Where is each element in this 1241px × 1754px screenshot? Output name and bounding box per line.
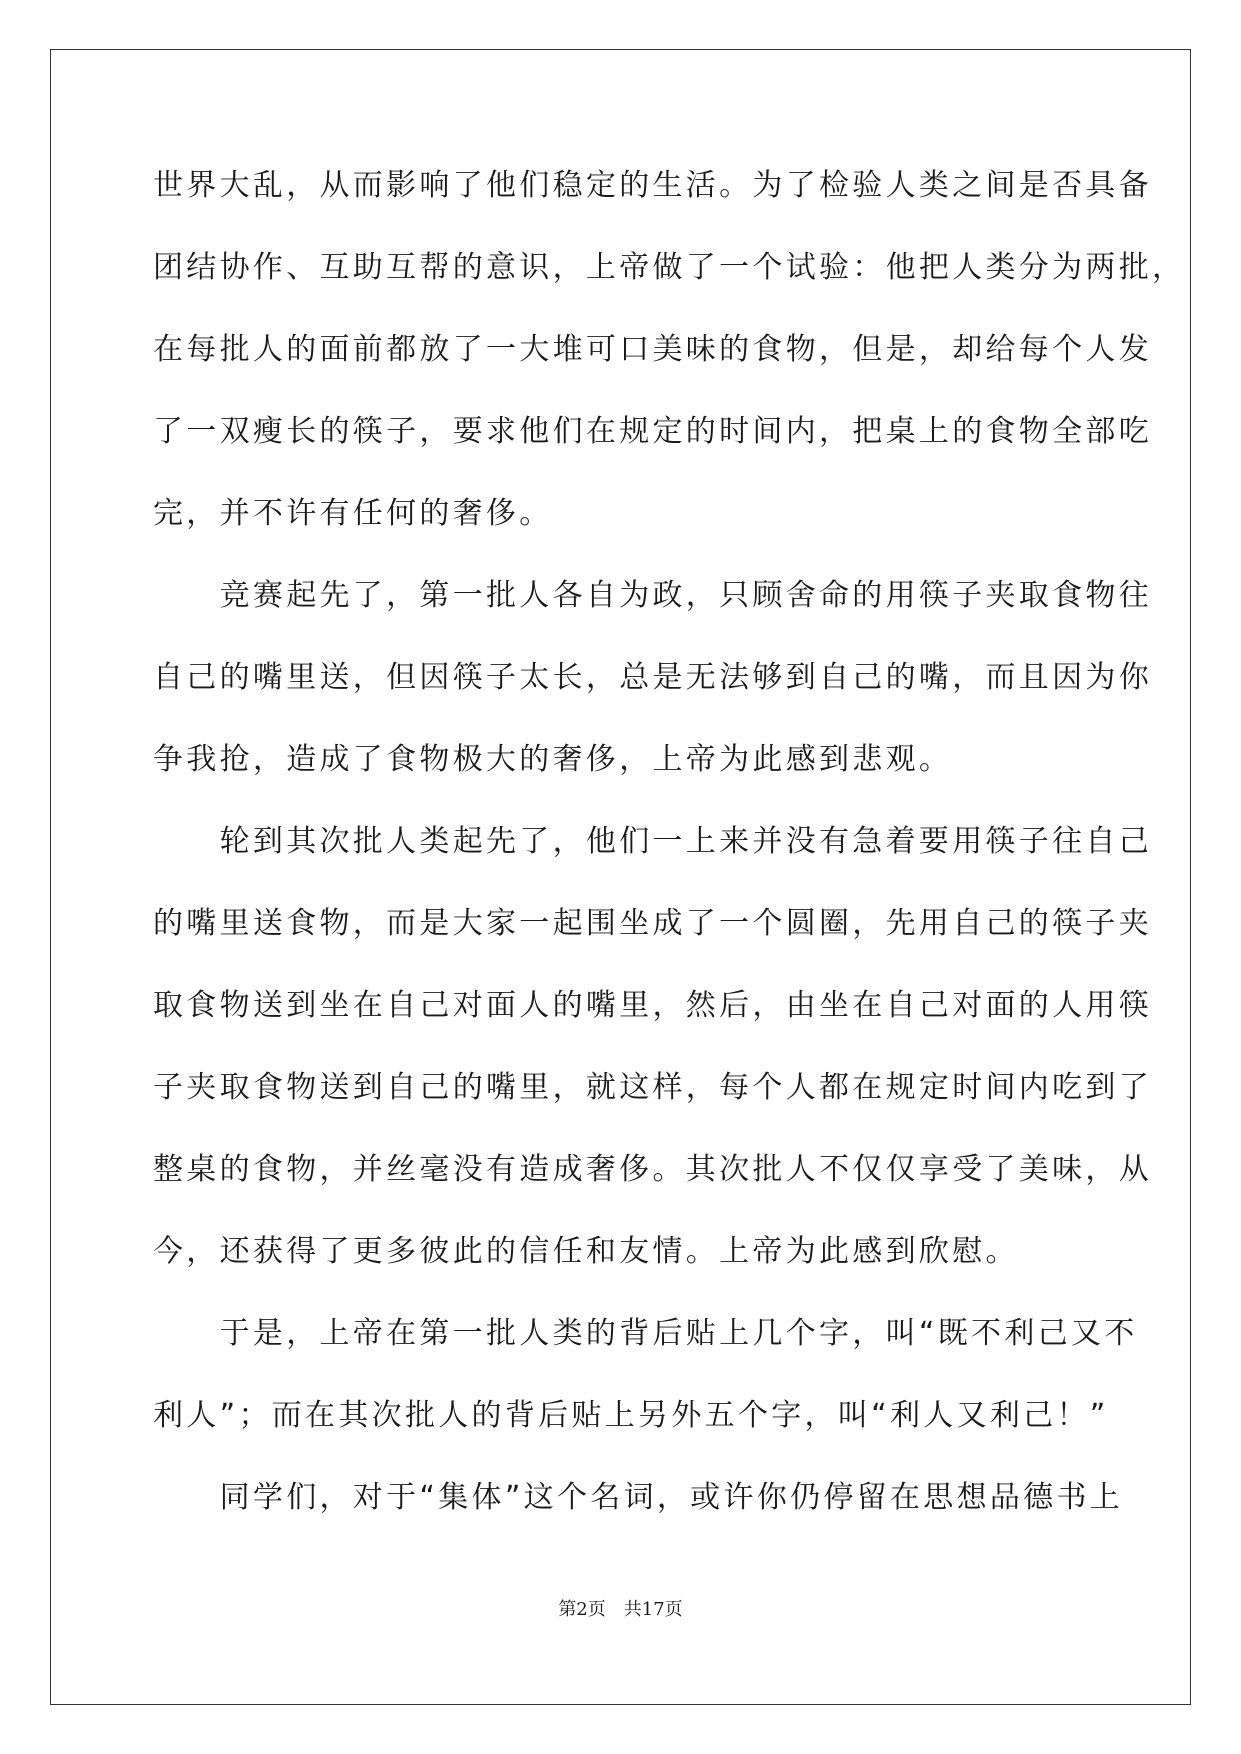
text-line: 竞赛起先了，第一批人各自为政，只顾舍命的用筷子夹取食物往 (153, 578, 1152, 613)
text-line: 争我抢，造成了食物极大的奢侈，上帝为此感到悲观。 (153, 742, 953, 777)
text-line: 利人”；而在其次批人的背后贴上另外五个字，叫“利人又利己！” (153, 1398, 1109, 1433)
text-line: 子夹取食物送到自己的嘴里，就这样，每个人都在规定时间内吃到了 (153, 1070, 1152, 1105)
text-line: 轮到其次批人类起先了，他们一上来并没有急着要用筷子往自己 (153, 824, 1152, 859)
text-line: 完，并不许有任何的奢侈。 (153, 496, 553, 531)
text-line: 取食物送到坐在自己对面人的嘴里，然后，由坐在自己对面的人用筷 (153, 988, 1152, 1023)
text-line: 团结协作、互助互帮的意识，上帝做了一个试验：他把人类分为两批， (153, 250, 1186, 285)
text-line: 的嘴里送食物，而是大家一起围坐成了一个圆圈，先用自己的筷子夹 (153, 906, 1152, 941)
text-line: 于是，上帝在第一批人类的背后贴上几个字，叫“既不利己又不 (153, 1316, 1138, 1351)
text-line: 同学们，对于“集体”这个名词，或许你仍停留在思想品德书上 (153, 1480, 1124, 1515)
text-line: 在每批人的面前都放了一大堆可口美味的食物，但是，却给每个人发 (153, 332, 1152, 367)
text-line: 今，还获得了更多彼此的信任和友情。上帝为此感到欣慰。 (153, 1234, 1019, 1269)
document-body (153, 156, 1186, 1550)
text-line: 整桌的食物，并丝毫没有造成奢侈。其次批人不仅仅享受了美味，从 (153, 1152, 1152, 1187)
text-line: 世界大乱，从而影响了他们稳定的生活。为了检验人类之间是否具备 (153, 168, 1152, 203)
page-footer: 第2页 共17页 (558, 1599, 683, 1620)
text-line: 了一双瘦长的筷子，要求他们在规定的时间内，把桌上的食物全部吃 (153, 414, 1152, 449)
text-line: 自己的嘴里送，但因筷子太长，总是无法够到自己的嘴，而且因为你 (153, 660, 1152, 695)
